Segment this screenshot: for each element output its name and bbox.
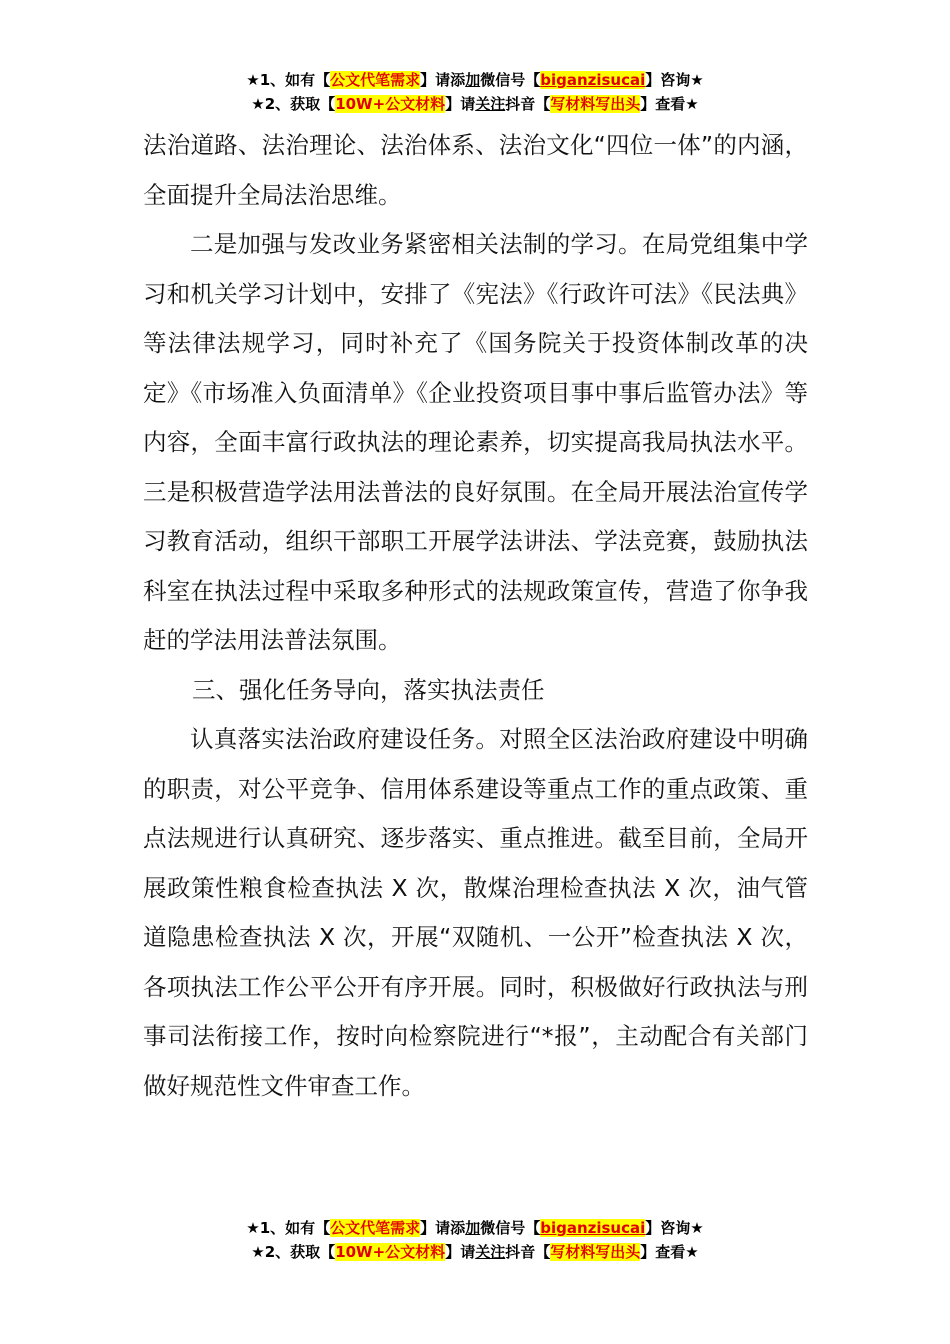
highlight-service: 公文代笔需求 [330,1219,421,1237]
wechat-id[interactable]: biganzisucai [540,71,646,89]
promo-line-1-bottom: ★1、如有【公文代笔需求】请添加微信号【biganzisucai】咨询★ [246,1219,704,1237]
paragraph-2: 二是加强与发改业务紧密相关法制的学习。在局党组集中学习和机关学习计划中，安排了《宪法》《行政许可法》《民法典》等法律法规学习，同时补充了《国务院关于投资体制改革的决定》《市场准入负面清单》《企业投资项目事中事后监管办法》等内容，全面丰富行政执法的理论素养，切实提高我局执法水平。三是积极营造学法用法普法的良好氛围。在全局开展法治宣传学习教育活动，组织干部职工开展学法讲法、学法竞赛，鼓励执法科室在执法过程中采取多种形式的法规政策宣传，营造了你争我赶的学法用法普法氛围。 [143,230,808,654]
highlight-materials: 10W+公文材料 [335,95,446,113]
paragraph-1: 法治道路、法治理论、法治体系、法治文化“四位一体”的内涵，全面提升全局法治思维。 [143,131,808,209]
promo-banner-top [0,68,950,116]
document-body [143,121,808,1111]
douyin-account[interactable]: 写材料写出头 [550,95,641,113]
promo-line-2-bottom: ★2、获取【10W+公文材料】请关注抖音【写材料写出头】查看★ [251,1243,699,1261]
promo-banner-bottom [0,1216,950,1264]
promo-line-1: ★1、如有【公文代笔需求】请添加微信号【biganzisucai】咨询★ [246,71,704,89]
douyin-account[interactable]: 写材料写出头 [550,1243,641,1261]
wechat-id[interactable]: biganzisucai [540,1219,646,1237]
promo-line-2: ★2、获取【10W+公文材料】请关注抖音【写材料写出头】查看★ [251,95,699,113]
paragraph-3: 认真落实法治政府建设任务。对照全区法治政府建设中明确的职责，对公平竞争、信用体系建设等重点工作的重点政策、重点法规进行认真研究、逐步落实、重点推进。截至目前，全局开展政策性粮食检查执法 X 次，散煤治理检查执法 X 次，油气管道隐患检查执法 X 次，开展“双随机、一公开”检查执法 X 次，各项执法工作公平公开有序开展。同时，积极做好行政执法与刑事司法衔接工作，按时向检察院进行“*报”，主动配合有关部门做好规范性文件审查工作。 [143,725,808,1100]
highlight-service: 公文代笔需求 [330,71,421,89]
highlight-materials: 10W+公文材料 [335,1243,446,1261]
section-heading-3: 三、强化任务导向，落实执法责任 [192,675,545,704]
